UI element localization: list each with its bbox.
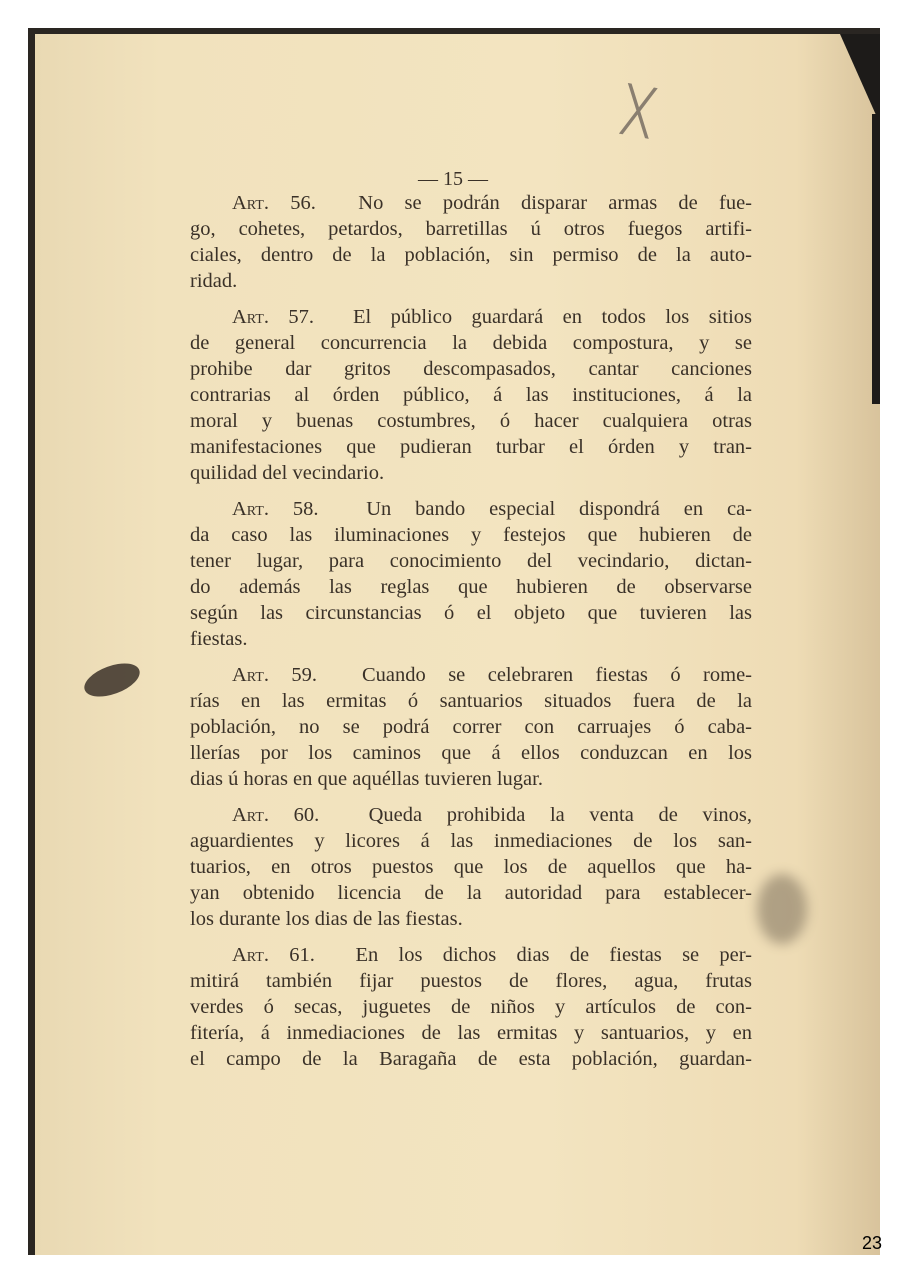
text-line: tener lugar, para conocimiento del vecindario, dictan- — [190, 550, 752, 572]
text-line: fiestas. — [190, 628, 248, 650]
article-label: Art. 61. — [232, 944, 315, 966]
article-57 — [190, 304, 752, 486]
page-number: 23 — [861, 1233, 882, 1253]
text-line: contrarias al órden público, á las instituciones, á la — [190, 384, 752, 406]
text-line: población, no se podrá correr con carruajes ó caba- — [190, 716, 752, 738]
text-line: Un bando especial dispondrá en ca- — [366, 498, 752, 520]
article-58 — [190, 496, 752, 652]
text-line: El público guardará en todos los sitios — [352, 306, 752, 328]
page-header: — 15 — — [418, 168, 488, 190]
text-line: fitería, á inmediaciones de las ermitas y santuarios, y en — [190, 1022, 752, 1044]
text-line: da caso las iluminaciones y festejos que hubieren de — [190, 524, 752, 546]
text-line: ridad. — [190, 270, 238, 292]
text-line: do además las reglas que hubieren de observarse — [190, 576, 752, 598]
text-line: go, cohetes, petardos, barretillas ú otros fuegos artifi- — [190, 218, 752, 240]
article-59 — [190, 662, 752, 792]
text-line: los durante los dias de las fiestas. — [190, 908, 463, 930]
pencil-mark: ╳ — [620, 84, 656, 139]
text-line: ciales, dentro de la población, sin permiso de la auto- — [190, 244, 752, 266]
text-line: Cuando se celebraren fiestas ó rome- — [361, 664, 752, 686]
text-line: mitirá también fijar puestos de flores, agua, frutas — [190, 970, 752, 992]
ink-stain — [757, 874, 807, 944]
text-line: verdes ó secas, juguetes de niños y artículos de con- — [190, 996, 752, 1018]
text-line: Queda prohibida la venta de vinos, — [368, 804, 753, 826]
text-line: tuarios, en otros puestos que los de aquellos que ha- — [190, 856, 752, 878]
text-line: de general concurrencia la debida compostura, y se — [190, 332, 752, 354]
article-label: Art. 58. — [232, 498, 319, 520]
text-line: rías en las ermitas ó santuarios situados fuera de la — [190, 690, 752, 712]
article-label: Art. 57. — [232, 306, 315, 328]
text-line: No se podrán disparar armas de fue- — [358, 192, 752, 214]
text-line: aguardientes y licores á las inmediaciones de los san- — [190, 830, 752, 852]
article-56 — [190, 190, 752, 294]
page-edge-shadow — [872, 114, 880, 404]
text-line: yan obtenido licencia de la autoridad para establecer- — [190, 882, 752, 904]
text-line: moral y buenas costumbres, ó hacer cualquiera otras — [190, 410, 752, 432]
text-line: En los dichos dias de fiestas se per- — [355, 944, 753, 966]
article-label: Art. 59. — [232, 664, 318, 686]
text-line: el campo de la Baragaña de esta población, guardan- — [190, 1048, 752, 1070]
article-60 — [190, 802, 752, 932]
text-line: dias ú horas en que aquéllas tuvieren lugar. — [190, 768, 543, 790]
article-61 — [190, 942, 752, 1072]
text-line: según las circunstancias ó el objeto que tuvieren las — [190, 602, 752, 624]
page-corner-shadow — [840, 34, 880, 124]
text-line: llerías por los caminos que á ellos conduzcan en los — [190, 742, 752, 764]
article-label: Art. 56. — [232, 192, 316, 214]
text-line: manifestaciones que pudieran turbar el órden y tran- — [190, 436, 752, 458]
text-line: prohibe dar gritos descompasados, cantar canciones — [190, 358, 752, 380]
text-line: quilidad del vecindario. — [190, 462, 385, 484]
ink-stain — [80, 657, 144, 703]
article-label: Art. 60. — [232, 804, 320, 826]
body-text — [190, 190, 752, 1082]
